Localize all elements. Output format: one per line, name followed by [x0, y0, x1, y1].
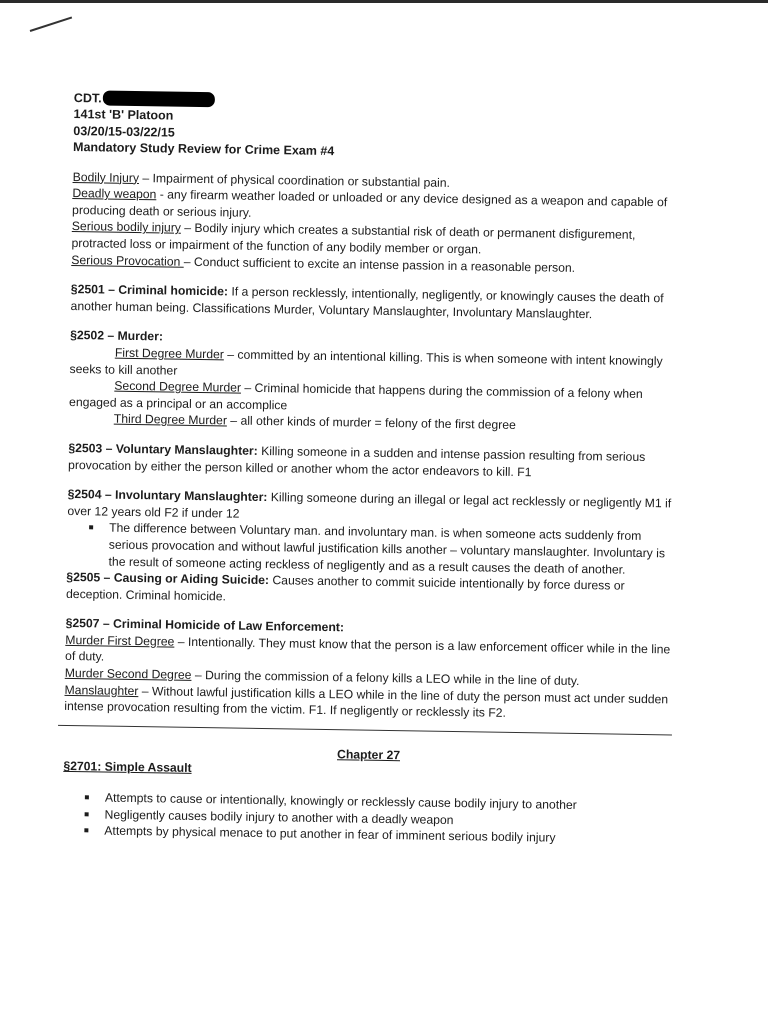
- section-2502: [69, 327, 680, 436]
- platoon-line: 141st 'B' Platoon: [73, 107, 174, 123]
- section-heading: §2503 – Voluntary Manslaughter:: [68, 440, 258, 458]
- definition-text: – Conduct sufficient to excite an intense passion in a reasonable person.: [183, 254, 576, 275]
- section-text: Causes another to commit suicide intentionally by force duress or deception. Criminal homicide.: [65, 573, 625, 604]
- header-block: [73, 90, 684, 165]
- section-text: If a person recklessly, intentionally, negligently, or knowingly causes the death of another human being. Classifications Murder, Voluntary Manslaughter, Involuntary Manslaughter.: [70, 284, 664, 321]
- section-text: Killing someone in a sudden and intense passion resulting from serious provocation by either the person killed or another whom the actor endeavors to kill. F1: [68, 443, 646, 479]
- definition-term: Serious bodily injury: [71, 219, 182, 236]
- leo-term: Manslaughter: [64, 682, 139, 698]
- page-top-edge: [0, 0, 768, 3]
- degree-text: – committed by an intentional killing. This is when someone with intent knowingly seeks to kill another: [69, 347, 663, 378]
- leo-text: – Intentionally. They must know that the person is a law enforcement officer while in the line of duty.: [64, 634, 671, 665]
- section-2504: [66, 486, 677, 579]
- degree-term: First Degree Murder: [114, 345, 225, 362]
- bullet-item: The difference between Voluntary man. and involuntary man. is when someone acts suddenly from serious provocation and without lawful justification kills another – voluntary manslaughter. Involuntary is the result of someone acting reckless of negligently and as a result causes the death of another.: [108, 520, 677, 579]
- definition-term: Bodily Injury: [72, 169, 140, 185]
- cadet-prefix: CDT.: [73, 90, 102, 106]
- degree-term: Third Degree Murder: [113, 412, 228, 428]
- section-heading: §2507 – Criminal Homicide of Law Enforcement:: [65, 616, 345, 635]
- definition-text: - any firearm weather loaded or unloaded or any device designed as a weapon and capable of producing death or serious injury.: [72, 187, 668, 220]
- definitions-block: [71, 169, 682, 278]
- document-page: [62, 90, 684, 848]
- document-title: Mandatory Study Review for Crime Exam #4: [72, 140, 335, 159]
- bullet-item: Negligently causes bodily injury to another with a deadly weapon: [104, 806, 672, 832]
- leo-term: Murder First Degree: [65, 632, 175, 649]
- degree-text: – Criminal homicide that happens during the commission of a felony when engaged as a principal or an accomplice: [68, 380, 643, 413]
- section-heading: §2502 – Murder:: [70, 328, 164, 344]
- bullet-item: Attempts by physical menace to put another in fear of imminent serious bodily injury: [104, 823, 672, 849]
- redaction-bar: [103, 90, 215, 107]
- section-2507: [64, 615, 675, 724]
- degree-text: – all other kinds of murder = felony of the first degree: [226, 413, 516, 433]
- section-heading: §2505 – Causing or Aiding Suicide:: [66, 570, 270, 588]
- definition-term: Serious Provocation: [71, 252, 184, 269]
- dates-line: 03/20/15-03/22/15: [73, 123, 175, 140]
- degree-term: Second Degree Murder: [114, 378, 242, 395]
- bullet-item: Attempts to cause or intentionally, knowingly or recklessly cause bodily injury to another: [105, 790, 673, 816]
- section-2701-heading: §2701: Simple Assault: [63, 759, 192, 776]
- chapter-title: Chapter 27: [336, 747, 401, 763]
- definition-term: Deadly weapon: [72, 186, 157, 202]
- horizontal-divider: [58, 725, 672, 736]
- assault-bullets: [62, 789, 673, 848]
- leo-text: – Without lawful justification kills a LEO while in the line of duty the person must act under sudden intense provocation resulting from the victim. F1. If negligently or recklessly its F2.: [64, 683, 669, 721]
- section-heading: §2501 – Criminal homicide:: [70, 282, 229, 299]
- definition-text: – Bodily injury which creates a substantial risk of death or permanent disfigurement, protracted loss or impairment of the function of any bodily member or organ.: [71, 221, 636, 257]
- section-bullets: [66, 519, 677, 578]
- leo-text: – During the commission of a felony kills a LEO while in the line of duty.: [191, 667, 580, 689]
- section-text: Killing someone during an illegal or legal act recklessly or negligently M1 if over 12 years old F2 if under 12: [67, 490, 672, 521]
- section-heading: §2504 – Involuntary Manslaughter:: [67, 487, 268, 505]
- pen-mark: [30, 16, 72, 31]
- leo-term: Murder Second Degree: [64, 665, 192, 682]
- definition-text: – Impairment of physical coordination or substantial pain.: [138, 170, 451, 190]
